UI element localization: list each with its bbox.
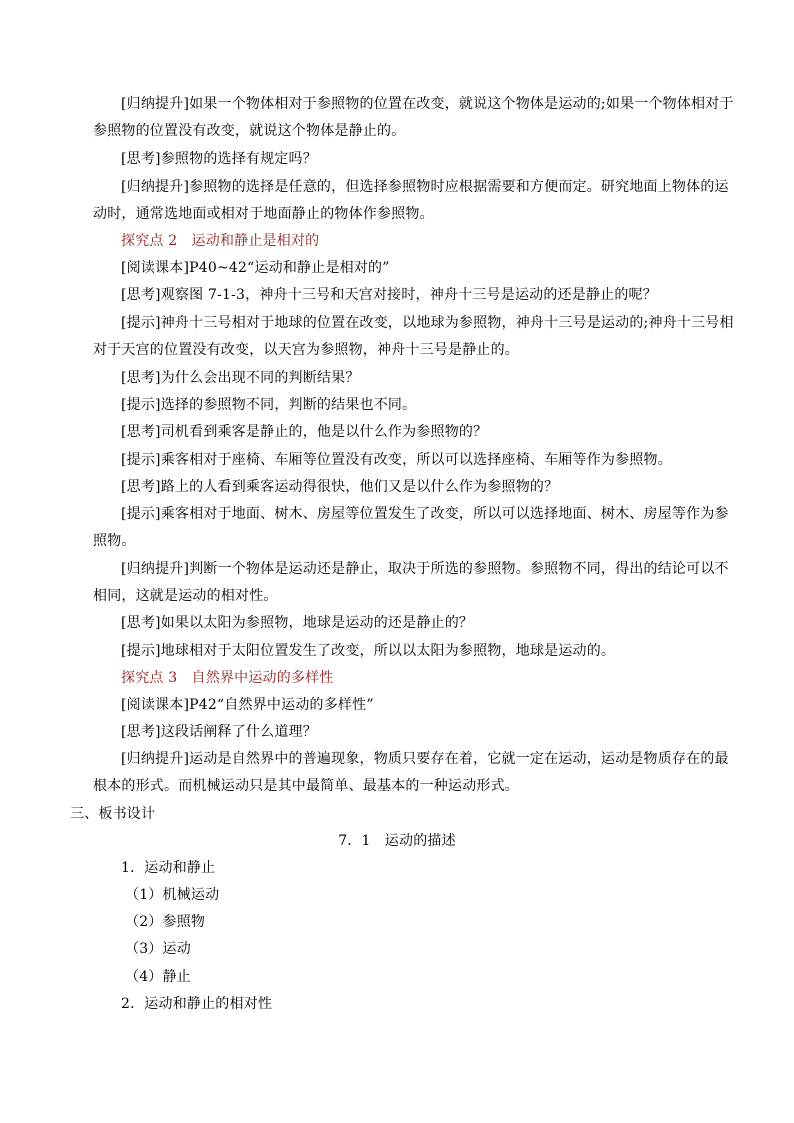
paragraph-line: [思考]路上的人看到乘客运动得很快，他们又是以什么作为参照物的？ [121,479,559,495]
paragraph-line: 参照物的位置没有改变，就说这个物体是静止的。 [93,123,406,139]
board-item: 2．运动和静止的相对性 [121,996,273,1012]
paragraph-line: [归纳提升]运动是自然界中的普遍现象，物质只要存在着，它就一定在运动，运动是物质存在的最 [121,751,729,767]
paragraph-line: 对于天宫的位置没有改变，以天宫为参照物，神舟十三号是静止的。 [93,342,519,358]
board-title: 7．1 运动的描述 [338,833,456,849]
paragraph-line: [阅读课本]P42“自然界中运动的多样性” [121,697,374,713]
board-item: （3）运动 [125,941,191,957]
paragraph-line: 照物。 [93,533,136,549]
paragraph-line: 相同，这就是运动的相对性。 [93,588,278,604]
paragraph-line: [提示]乘客相对于座椅、车厢等位置没有改变，所以可以选择座椅、车厢等作为参照物。 [121,452,672,468]
paragraph-line: [提示]乘客相对于地面、树木、房屋等位置发生了改变，所以可以选择地面、树木、房屋等作为参 [121,506,729,522]
paragraph-line: [归纳提升]参照物的选择是任意的，但选择参照物时应根据需要和方便而定。研究地面上物体的运 [121,179,729,195]
section-heading: 探究点 2 运动和静止是相对的 [121,233,320,249]
paragraph-line: [思考]观察图 7-1-3，神舟十三号和天宫对接时，神舟十三号是运动的还是静止的呢？ [121,287,657,303]
paragraph-line: [提示]神舟十三号相对于地球的位置在改变，以地球为参照物，神舟十三号是运动的;神舟十三号相 [121,315,734,331]
board-item: （4）静止 [125,969,191,985]
paragraph-line: [归纳提升]如果一个物体相对于参照物的位置在改变，就说这个物体是运动的;如果一个物体相对于 [121,96,734,112]
paragraph-line: [提示]选择的参照物不同，判断的结果也不同。 [121,397,417,413]
paragraph-line: [思考]司机看到乘客是静止的，他是以什么作为参照物的？ [121,424,488,440]
section-title: 三、板书设计 [70,806,156,822]
paragraph-line: 根本的形式。而机械运动只是其中最简单、最基本的一种运动形式。 [93,778,519,794]
paragraph-line: [阅读课本]P40~42“运动和静止是相对的” [121,260,390,276]
paragraph-line: [思考]这段话阐释了什么道理？ [121,724,317,740]
paragraph-line: [提示]地球相对于太阳位置发生了改变，所以以太阳为参照物，地球是运动的。 [121,643,616,659]
paragraph-line: [思考]参照物的选择有规定吗？ [121,151,317,167]
section-heading: 探究点 3 自然界中运动的多样性 [121,670,334,686]
paragraph-line: 动时，通常选地面或相对于地面静止的物体作参照物。 [93,206,434,222]
paragraph-line: [归纳提升]判断一个物体是运动还是静止，取决于所选的参照物。参照物不同，得出的结论可以不 [121,561,729,577]
paragraph-line: [思考]如果以太阳为参照物，地球是运动的还是静止的？ [121,615,474,631]
board-item: 1．运动和静止 [121,860,216,876]
board-item: （2）参照物 [125,914,206,930]
board-item: （1）机械运动 [125,887,220,903]
paragraph-line: [思考]为什么会出现不同的判断结果？ [121,370,360,386]
